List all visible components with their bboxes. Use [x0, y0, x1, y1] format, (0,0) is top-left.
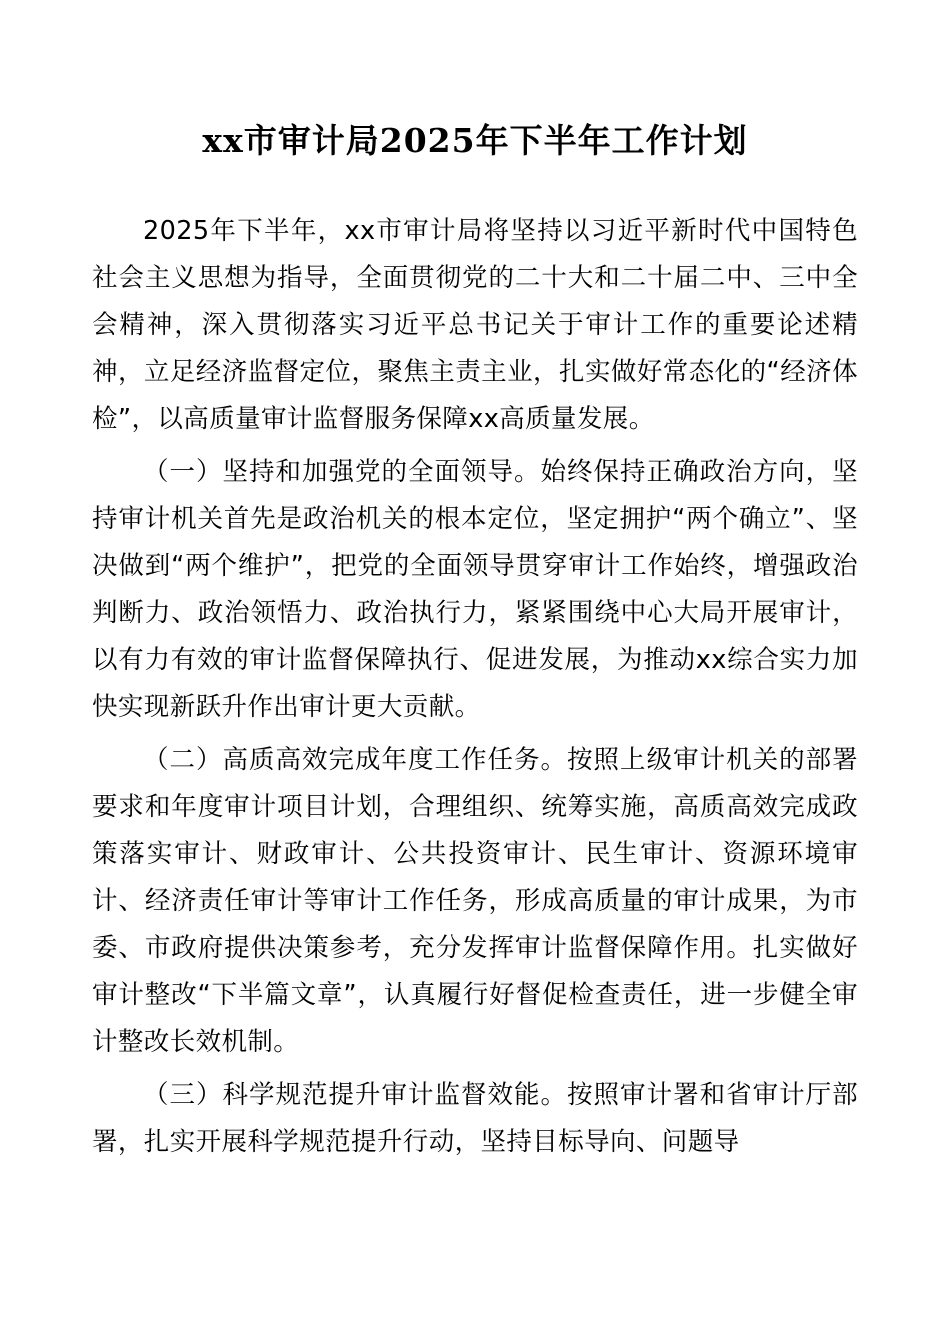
- body-paragraph-2: （一）坚持和加强党的全面领导。始终保持正确政治方向，坚持审计机关首先是政治机关的根本定位，坚定拥护“两个确立”、坚决做到“两个维护”，把党的全面领导贯穿审计工作始终，增强政治判断力、政治领悟力、政治执行力，紧紧围绕中心大局开展审计，以有力有效的审计监督保障执行、促进发展，为推动xx综合实力加快实现新跃升作出审计更大贡献。: [92, 457, 858, 722]
- body-paragraph-3: （二）高质高效完成年度工作任务。按照上级审计机关的部署要求和年度审计项目计划，合理组织、统筹实施，高质高效完成政策落实审计、财政审计、公共投资审计、民生审计、资源环境审计、经济责任审计等审计工作任务，形成高质量的审计成果，为市委、市政府提供决策参考，充分发挥审计监督保障作用。扎实做好审计整改“下半篇文章”，认真履行好督促检查责任，进一步健全审计整改长效机制。: [92, 745, 858, 1057]
- page-title: xx市审计局2025年下半年工作计划: [202, 121, 748, 160]
- body-paragraph-4: （三）科学规范提升审计监督效能。按照审计署和省审计厅部署，扎实开展科学规范提升行动，坚持目标导向、问题导: [92, 1080, 858, 1157]
- body-paragraph-1: 2025年下半年，xx市审计局将坚持以习近平新时代中国特色社会主义思想为指导，全面贯彻党的二十大和二十届二中、三中全会精神，深入贯彻落实习近平总书记关于审计工作的重要论述精神，立足经济监督定位，聚焦主责主业，扎实做好常态化的“经济体检”，以高质量审计监督服务保障xx高质量发展。: [92, 216, 858, 434]
